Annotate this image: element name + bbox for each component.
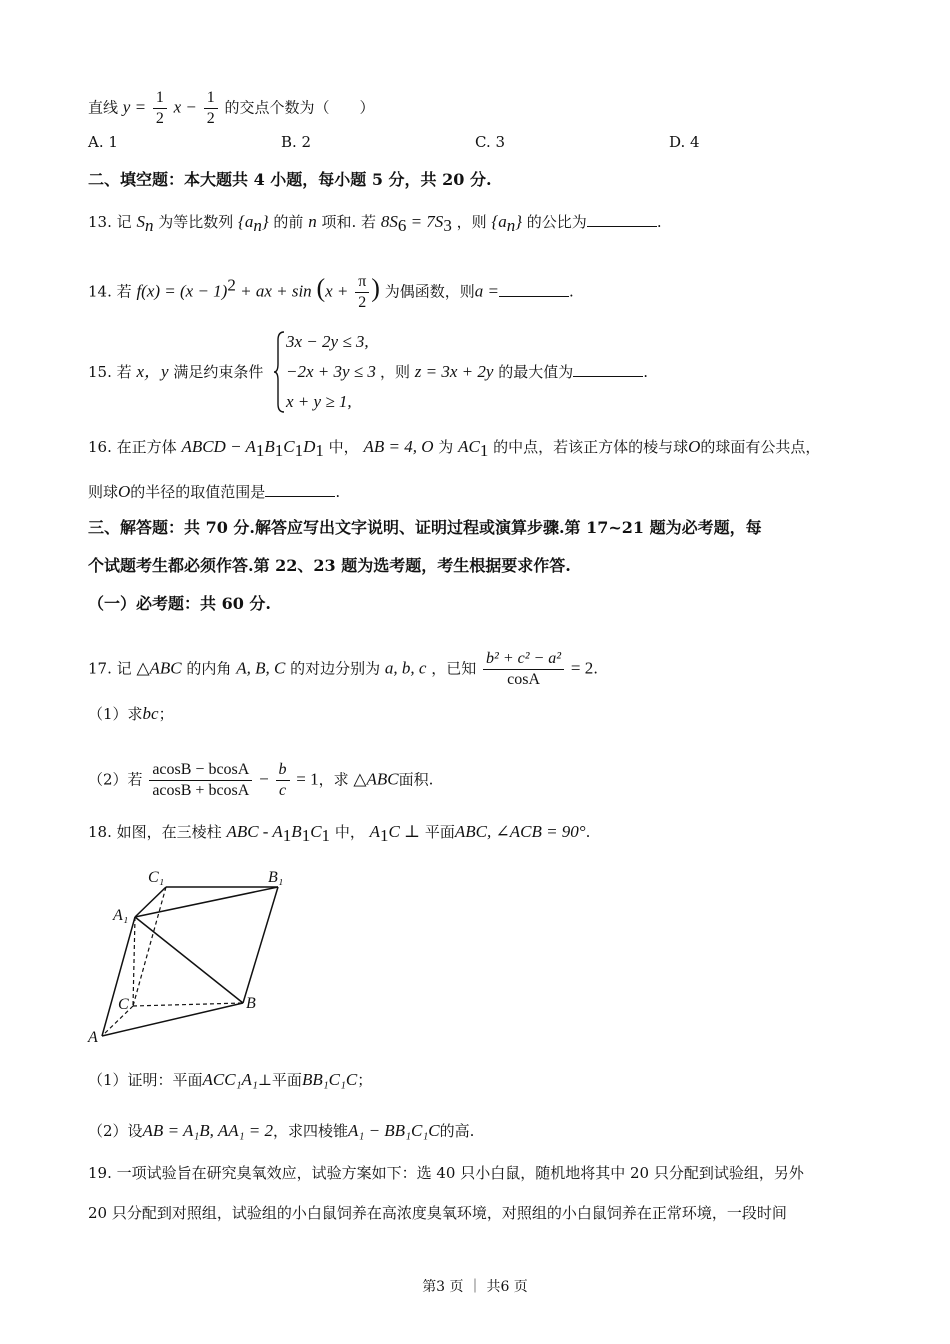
q19-line1: 19. 一项试验旨在研究臭氧效应，试验方案如下：选 40 只小白鼠，随机地将其中 20 只分配到试验组，另外 [88,1164,804,1182]
option-b: B. 2 [281,133,312,151]
q17-part1: （1）求bc； [88,704,174,723]
label-b: B [246,995,256,1012]
label-a1: A₁ [113,907,129,924]
q15-prefix: 15. 若 x，y 满足约束条件 [88,362,264,381]
edge-c1c [133,887,166,1006]
edge-a1c [133,917,135,1006]
q18-part2: （2）设AB = A₁B, AA₁ = 2，求四棱锥A₁ − BB₁C₁C的高. [88,1121,475,1140]
constraint-2: −2x + 3y ≤ 3 [286,362,376,381]
q14: 14. 若 $f(x) = (x - 1)^2$ + ax + sin (x + $\frac{\pi}{2}$ ) 为偶函数，则a = . [88,273,574,311]
section3-sub: （一）必考题：共 60 分. [88,594,271,613]
q16-line2: 则球O的半径的取值范围是 . [88,482,341,501]
label-c1: C₁ [148,869,165,886]
option-d: D. 4 [669,133,700,151]
constraint-3: x + y ≥ 1, [286,392,352,411]
q18-part1: （1）证明：平面ACC₁A₁⊥平面BB₁C₁C； [88,1070,373,1089]
q17-stem: 17. 记 △ABC 的内角 A, B, C 的对边分别为 a, b, c ，已知 $\frac{\text{b² + c² − a²}}{\cos A}$ = 2. [88,650,599,688]
q17-part2: （2）若 $\frac{acosB - bcosA}{acosB + bcosA}$ − $\frac{b}{c}$ = 1，求 △ABC面积. [88,761,434,799]
q15-suffix: ，则 z = 3x + 2y 的最大值为 . [380,362,649,381]
page-footer: 第3 页 ｜ 共6 页 [422,1279,528,1295]
q13-blank [587,212,657,227]
q18-stem: 18. 如图，在三棱柱 ABC - $A_1B_1C_1$ 中， $A_1C$ ⊥ 平面ABC, ∠ACB = 90°. [88,822,591,845]
label-a: A [88,1029,98,1046]
q14-blank [499,282,569,297]
label-c: C [118,996,129,1013]
edge-a1a [102,917,135,1036]
edge-a1b [135,917,243,1003]
prism-figure [80,860,300,1050]
option-c: C. 3 [475,133,506,151]
q15-blank [573,362,643,377]
q16-line1: 16. 在正方体 ABCD − $A_1B_1C_1D_1$ 中， AB = 4, O 为 $AC_1$ 的中点，若该正方体的棱与球O的球面有公共点， [88,437,821,460]
q13: 13. 记 $S_n$ 为等比数列 $\{a_n\}$ 的前 n 项和. 若 $8S_6 = 7S_3$ ，则 $\{a_n\}$ 的公比为 . [88,212,662,235]
label-b1: B₁ [268,869,284,886]
constraint-1: 3x − 2y ≤ 3, [286,332,369,351]
constraint-brace [274,330,286,414]
edge-b1b [243,887,278,1003]
option-a: A. 1 [88,133,118,151]
q16-blank [265,482,335,497]
section2-title: 二、填空题：本大题共 4 小题，每小题 5 分，共 20 分. [88,170,492,189]
section3-line2: 个试题考生都必须作答.第 22、23 题为选考题，考生根据要求作答. [88,556,571,575]
q12-fraction: $\frac{1}{2}$ [153,88,167,129]
edge-cb [133,1003,243,1006]
section3-line1: 三、解答题：共 70 分.解答应写出文字说明、证明过程或演算步骤.第 17~21 题为必考题，每 [88,518,762,537]
q19-line2: 20 只分配到对照组，试验组的小白鼠饲养在高浓度臭氧环境，对照组的小白鼠饲养在正常环境，一段时间 [88,1204,787,1222]
edge-a1b1 [135,887,278,917]
q12-stem: 直线 y = $\frac{1}{2}$ x − $\frac{1}{2}$ 的交点个数为（ ） [88,89,375,127]
